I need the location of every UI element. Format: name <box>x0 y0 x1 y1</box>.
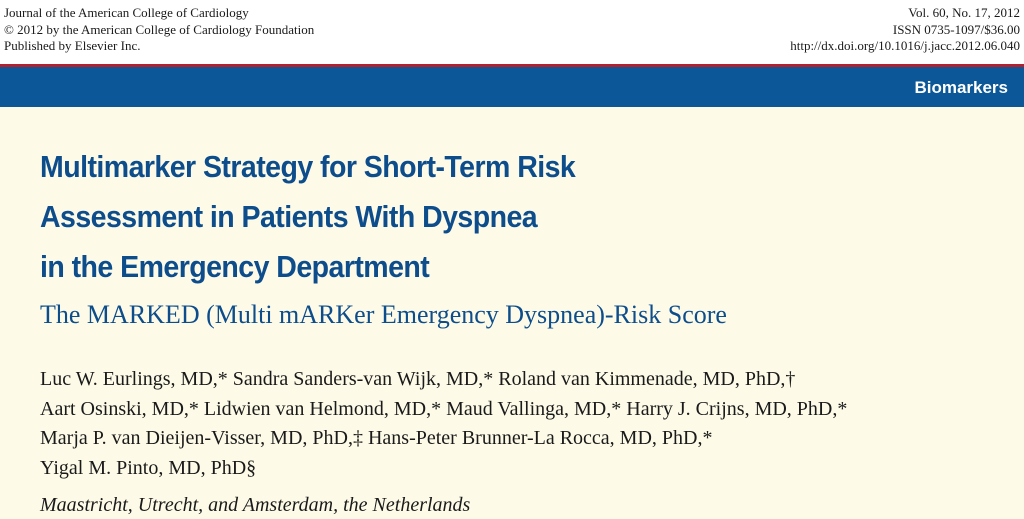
section-label: Biomarkers <box>914 78 1008 97</box>
masthead-left <box>4 5 314 55</box>
volume-info: Vol. 60, No. 17, 2012 <box>908 5 1020 20</box>
article-title <box>40 142 575 292</box>
journal-masthead <box>0 0 1024 66</box>
journal-name: Journal of the American College of Cardiology <box>4 5 249 20</box>
copyright-line: © 2012 by the American College of Cardiology Foundation <box>4 21 315 37</box>
author-line: Marja P. van Dieijen-Visser, MD, PhD,‡ Hans-Peter Brunner-La Rocca, MD, PhD,* <box>40 427 713 449</box>
masthead-right <box>790 5 1020 55</box>
author-line: Yigal M. Pinto, MD, PhD§ <box>40 456 257 479</box>
title-line: in the Emergency Department <box>40 249 430 284</box>
author-line: Luc W. Eurlings, MD,* Sandra Sanders-van Wijk, MD,* Roland van Kimmenade, MD, PhD,† <box>40 368 796 390</box>
title-line: Assessment in Patients With Dyspnea <box>40 199 538 234</box>
affiliation: Maastricht, Utrecht, and Amsterdam, the Netherlands <box>40 494 471 516</box>
author-line: Aart Osinski, MD,* Lidwien van Helmond, MD,* Maud Vallinga, MD,* Harry J. Crijns, MD, PhD,* <box>40 397 848 420</box>
issn-line: ISSN 0735-1097/$36.00 <box>892 21 1020 37</box>
doi-link[interactable]: http://dx.doi.org/10.1016/j.jacc.2012.06.040 <box>790 38 1020 53</box>
section-bar <box>0 67 1024 107</box>
article-subtitle: The MARKED (Multi mARKer Emergency Dyspnea)-Risk Score <box>40 300 727 329</box>
publisher-line: Published by Elsevier Inc. <box>4 38 141 53</box>
author-list <box>40 365 847 483</box>
title-line: Multimarker Strategy for Short-Term Risk <box>40 149 576 184</box>
